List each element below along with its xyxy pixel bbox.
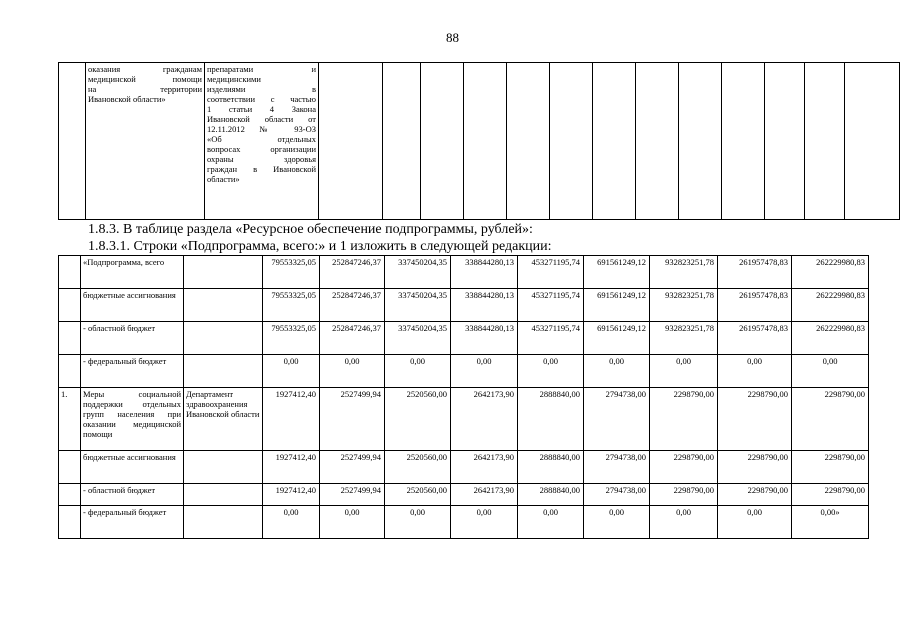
row-name-cell: «Подпрограмма, всего <box>81 256 184 289</box>
top-empty-cell <box>636 63 679 220</box>
table-row <box>59 506 869 539</box>
value-cell: 0,00 <box>385 506 451 539</box>
value-cell: 338844280,13 <box>451 322 518 355</box>
table-row <box>59 388 869 451</box>
value-cell: 691561249,12 <box>584 289 650 322</box>
value-cell: 691561249,12 <box>584 256 650 289</box>
row-executor-cell <box>184 289 263 322</box>
top-exec-line: граждан в Ивановской <box>207 164 316 174</box>
value-cell: 0,00 <box>718 506 792 539</box>
value-cell: 932823251,78 <box>650 322 718 355</box>
top-num-cell <box>59 63 86 220</box>
top-empty-cell <box>593 63 636 220</box>
value-cell: 0,00 <box>451 355 518 388</box>
row-number-cell <box>59 256 81 289</box>
value-cell: 1927412,40 <box>263 484 320 506</box>
top-exec-line: соответствии с частью <box>207 94 316 104</box>
value-cell: 0,00 <box>518 355 584 388</box>
table-row <box>59 451 869 484</box>
value-cell: 261957478,83 <box>718 289 792 322</box>
value-cell: 453271195,74 <box>518 289 584 322</box>
value-cell: 2520560,00 <box>385 388 451 451</box>
value-cell: 2298790,00 <box>792 388 869 451</box>
value-cell: 453271195,74 <box>518 256 584 289</box>
top-empty-cell <box>383 63 421 220</box>
value-cell: 0,00» <box>792 506 869 539</box>
value-cell: 337450204,35 <box>385 256 451 289</box>
value-cell: 2527499,94 <box>320 388 385 451</box>
value-cell: 252847246,37 <box>320 322 385 355</box>
table-row <box>59 484 869 506</box>
top-exec-line: 1 статьи 4 Закона <box>207 104 316 114</box>
row-name-cell: - областной бюджет <box>81 322 184 355</box>
value-cell: 2298790,00 <box>650 388 718 451</box>
top-empty-cell <box>319 63 383 220</box>
value-cell: 2888840,00 <box>518 484 584 506</box>
row-number-cell <box>59 451 81 484</box>
value-cell: 0,00 <box>518 506 584 539</box>
value-cell: 2642173,90 <box>451 388 518 451</box>
top-name-line: Ивановской области» <box>88 94 166 104</box>
row-executor-cell: Департамент здравоохранения Ивановской области <box>184 388 263 451</box>
top-exec-line: 12.11.2012 № 93-ОЗ <box>207 124 316 134</box>
value-cell: 262229980,83 <box>792 289 869 322</box>
value-cell: 2888840,00 <box>518 388 584 451</box>
value-cell: 2527499,94 <box>320 484 385 506</box>
top-empty-cell <box>679 63 722 220</box>
value-cell: 79553325,05 <box>263 256 320 289</box>
value-cell: 2298790,00 <box>792 451 869 484</box>
value-cell: 2642173,90 <box>451 451 518 484</box>
row-number-cell <box>59 355 81 388</box>
value-cell: 0,00 <box>792 355 869 388</box>
section-heading-1-8-3-1: 1.8.3.1. Строки «Подпрограмма, всего:» и 1 изложить в следующей редакции: <box>88 239 552 254</box>
table-row <box>59 289 869 322</box>
value-cell: 79553325,05 <box>263 322 320 355</box>
row-number-cell <box>59 289 81 322</box>
value-cell: 453271195,74 <box>518 322 584 355</box>
top-exec-line: «Об отдельных <box>207 134 316 144</box>
row-executor-cell <box>184 256 263 289</box>
value-cell: 252847246,37 <box>320 289 385 322</box>
value-cell: 261957478,83 <box>718 256 792 289</box>
value-cell: 0,00 <box>263 506 320 539</box>
value-cell: 338844280,13 <box>451 256 518 289</box>
value-cell: 2794738,00 <box>584 451 650 484</box>
top-exec-line: области» <box>207 174 240 184</box>
value-cell: 2520560,00 <box>385 484 451 506</box>
value-cell: 2520560,00 <box>385 451 451 484</box>
top-name-line: оказания гражданам <box>88 64 202 74</box>
value-cell: 0,00 <box>584 355 650 388</box>
row-number-cell <box>59 484 81 506</box>
table-row <box>59 322 869 355</box>
value-cell: 0,00 <box>263 355 320 388</box>
value-cell: 337450204,35 <box>385 322 451 355</box>
value-cell: 2298790,00 <box>718 484 792 506</box>
value-cell: 0,00 <box>718 355 792 388</box>
row-executor-cell <box>184 322 263 355</box>
top-exec-line: охраны здоровья <box>207 154 316 164</box>
top-name-line: медицинской помощи <box>88 74 202 84</box>
top-empty-cell <box>765 63 805 220</box>
value-cell: 2794738,00 <box>584 484 650 506</box>
table-row <box>59 355 869 388</box>
row-executor-cell <box>184 355 263 388</box>
row-number-cell <box>59 322 81 355</box>
row-executor-cell <box>184 484 263 506</box>
value-cell: 262229980,83 <box>792 256 869 289</box>
row-number-cell: 1. <box>59 388 81 451</box>
value-cell: 0,00 <box>385 355 451 388</box>
value-cell: 2888840,00 <box>518 451 584 484</box>
row-name-cell: - областной бюджет <box>81 484 184 506</box>
top-name-cell <box>86 63 205 220</box>
value-cell: 691561249,12 <box>584 322 650 355</box>
top-empty-cell <box>722 63 765 220</box>
value-cell: 2794738,00 <box>584 388 650 451</box>
value-cell: 0,00 <box>650 506 718 539</box>
value-cell: 252847246,37 <box>320 256 385 289</box>
top-exec-line: вопросах организации <box>207 144 316 154</box>
value-cell: 2298790,00 <box>650 484 718 506</box>
value-cell: 0,00 <box>320 355 385 388</box>
row-executor-cell <box>184 506 263 539</box>
row-number-cell <box>59 506 81 539</box>
value-cell: 338844280,13 <box>451 289 518 322</box>
value-cell: 337450204,35 <box>385 289 451 322</box>
top-empty-cell <box>805 63 845 220</box>
value-cell: 79553325,05 <box>263 289 320 322</box>
value-cell: 1927412,40 <box>263 388 320 451</box>
top-empty-cell <box>464 63 507 220</box>
value-cell: 1927412,40 <box>263 451 320 484</box>
value-cell: 262229980,83 <box>792 322 869 355</box>
top-name-line: на территории <box>88 84 202 94</box>
value-cell: 261957478,83 <box>718 322 792 355</box>
page-number: 88 <box>446 30 459 45</box>
top-empty-cell <box>550 63 593 220</box>
table-row <box>59 256 869 289</box>
value-cell: 0,00 <box>584 506 650 539</box>
top-table-fragment <box>58 62 900 220</box>
row-name-cell: - федеральный бюджет <box>81 506 184 539</box>
top-empty-cell <box>845 63 900 220</box>
value-cell: 2642173,90 <box>451 484 518 506</box>
value-cell: 2298790,00 <box>792 484 869 506</box>
top-exec-cell <box>205 63 319 220</box>
top-exec-line: изделиями в <box>207 84 316 94</box>
value-cell: 2527499,94 <box>320 451 385 484</box>
top-empty-cell <box>421 63 464 220</box>
section-heading-1-8-3: 1.8.3. В таблице раздела «Ресурсное обеспечение подпрограммы, рублей»: <box>88 222 533 237</box>
top-exec-line: препаратами и <box>207 64 316 74</box>
value-cell: 2298790,00 <box>718 388 792 451</box>
value-cell: 0,00 <box>320 506 385 539</box>
value-cell: 0,00 <box>650 355 718 388</box>
top-exec-line: медицинскими <box>207 74 261 84</box>
row-name-cell: бюджетные ассигнования <box>81 289 184 322</box>
value-cell: 932823251,78 <box>650 289 718 322</box>
row-executor-cell <box>184 451 263 484</box>
row-name-cell: бюджетные ассигнования <box>81 451 184 484</box>
row-name-cell: - федеральный бюджет <box>81 355 184 388</box>
resource-table <box>58 255 869 539</box>
value-cell: 932823251,78 <box>650 256 718 289</box>
top-empty-cell <box>507 63 550 220</box>
value-cell: 0,00 <box>451 506 518 539</box>
row-name-cell: Меры социальной поддержки отдельных групп населения при оказании медицинской помощи <box>81 388 184 451</box>
value-cell: 2298790,00 <box>650 451 718 484</box>
top-exec-line: Ивановской области от <box>207 114 316 124</box>
value-cell: 2298790,00 <box>718 451 792 484</box>
